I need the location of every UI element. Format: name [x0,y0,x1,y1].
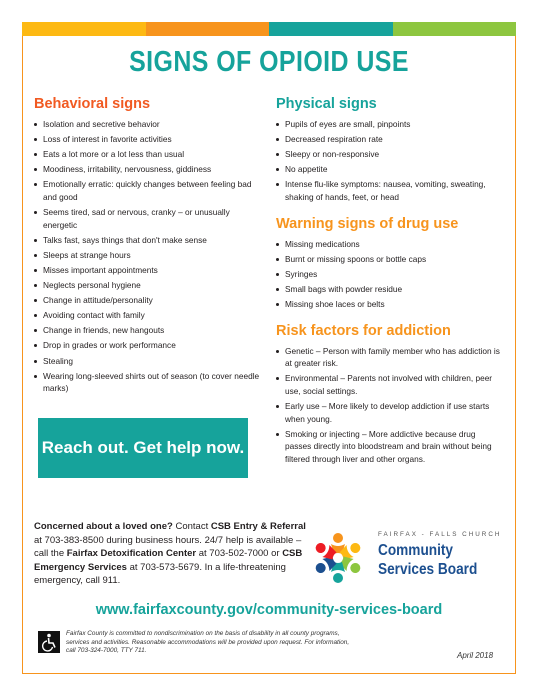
contact-question: Concerned about a loved one? [34,521,173,532]
warning-list [276,238,501,311]
emergency-services-label: CSB Emergency Services [34,548,303,573]
color-bar-segment [22,22,146,36]
list-item: Misses important appointments [34,264,262,277]
list-item: Stealing [34,355,262,368]
list-item: Genetic – Person with family member who has addiction is at greater risk. [276,345,501,370]
color-bar [22,22,516,36]
list-item: Talks fast, says things that don't make sense [34,234,262,247]
color-bar-segment [393,22,517,36]
nondiscrimination-notice: Fairfax County is committed to nondiscrimination on the basis of disability in all county programs, services and activities. Reasonable accommodations will be provided upon request. For information, call 703-324-7000, TTY 711. [66,630,350,655]
list-item: Smoking or injecting – More addictive because drug passes directly into bloodstream and brain without being filtered through liver and other organs. [276,428,501,466]
website-link[interactable]: www.fairfaxcounty.gov/community-services-board [95,602,443,618]
list-item: Seems tired, sad or nervous, cranky – or unusually energetic [34,206,262,231]
list-item: Decreased respiration rate [276,133,501,146]
list-item: Missing shoe laces or belts [276,298,501,311]
list-item: Isolation and secretive behavior [34,118,262,131]
list-item: Neglects personal hygiene [34,279,262,292]
wheelchair-accessibility-icon [38,631,60,653]
logo-line-1: Community [378,542,454,559]
list-item: Loss of interest in favorite activities [34,133,262,146]
risk-heading: Risk factors for addiction [276,322,451,339]
behavioral-section [34,96,262,397]
right-column [276,96,501,477]
list-item: Syringes [276,268,501,281]
logo-kicker: FAIRFAX - FALLS CHURCH [378,531,502,538]
list-item: Eats a lot more or a lot less than usual [34,148,262,161]
list-item: Environmental – Parents not involved with children, peer use, social settings. [276,372,501,397]
physical-list [276,118,501,204]
list-item: Intense flu-like symptoms: nausea, vomiting, sweating, shaking of hands, feet, or head [276,178,501,203]
reach-out-banner: Reach out. Get help now. [38,418,248,478]
page-title: SIGNS OF OPIOID USE [129,46,409,78]
list-item: Wearing long-sleeved shirts out of season (to cover needle marks) [34,370,262,395]
contact-text: at 703-502-7000 or [196,548,283,559]
list-item: Emotionally erratic: quickly changes between feeling bad and good [34,178,262,203]
logo-line-2: Services Board [378,561,478,578]
behavioral-heading: Behavioral signs [34,96,151,112]
publication-date: April 2018 [457,651,494,660]
list-item: Sleeps at strange hours [34,249,262,262]
warning-heading: Warning signs of drug use [276,215,459,232]
people-circle-icon [306,528,370,588]
list-item: Drop in grades or work performance [34,339,262,352]
list-item: Missing medications [276,238,501,251]
list-item: Avoiding contact with family [34,309,262,322]
list-item: Pupils of eyes are small, pinpoints [276,118,501,131]
list-item: Early use – More likely to develop addiction if use starts when young. [276,400,501,425]
contact-text: at 703-383-8500 during business hours. 24/7 help is available – call the [34,534,302,559]
contact-paragraph [34,520,306,588]
csb-entry-label: CSB Entry & Referral [210,521,306,532]
physical-heading: Physical signs [276,96,377,112]
list-item: Change in friends, new hangouts [34,324,262,337]
list-item: No appetite [276,163,501,176]
list-item: Small bags with powder residue [276,283,501,296]
list-item: Change in attitude/personality [34,294,262,307]
behavioral-list [34,118,262,395]
warning-section [276,216,501,311]
contact-text: Contact [172,521,211,532]
detox-center-label: Fairfax Detoxification Center [66,548,197,559]
list-item: Sleepy or non-responsive [276,148,501,161]
color-bar-segment [146,22,270,36]
risk-list [276,345,501,466]
csb-logo [306,528,506,588]
color-bar-segment [269,22,393,36]
list-item: Moodiness, irritability, nervousness, giddiness [34,163,262,176]
list-item: Burnt or missing spoons or bottle caps [276,253,501,266]
physical-section [276,96,501,204]
contact-text: at 703-573-5679. In a life-threatening emergency, call 911. [34,561,286,586]
risk-section [276,323,501,466]
